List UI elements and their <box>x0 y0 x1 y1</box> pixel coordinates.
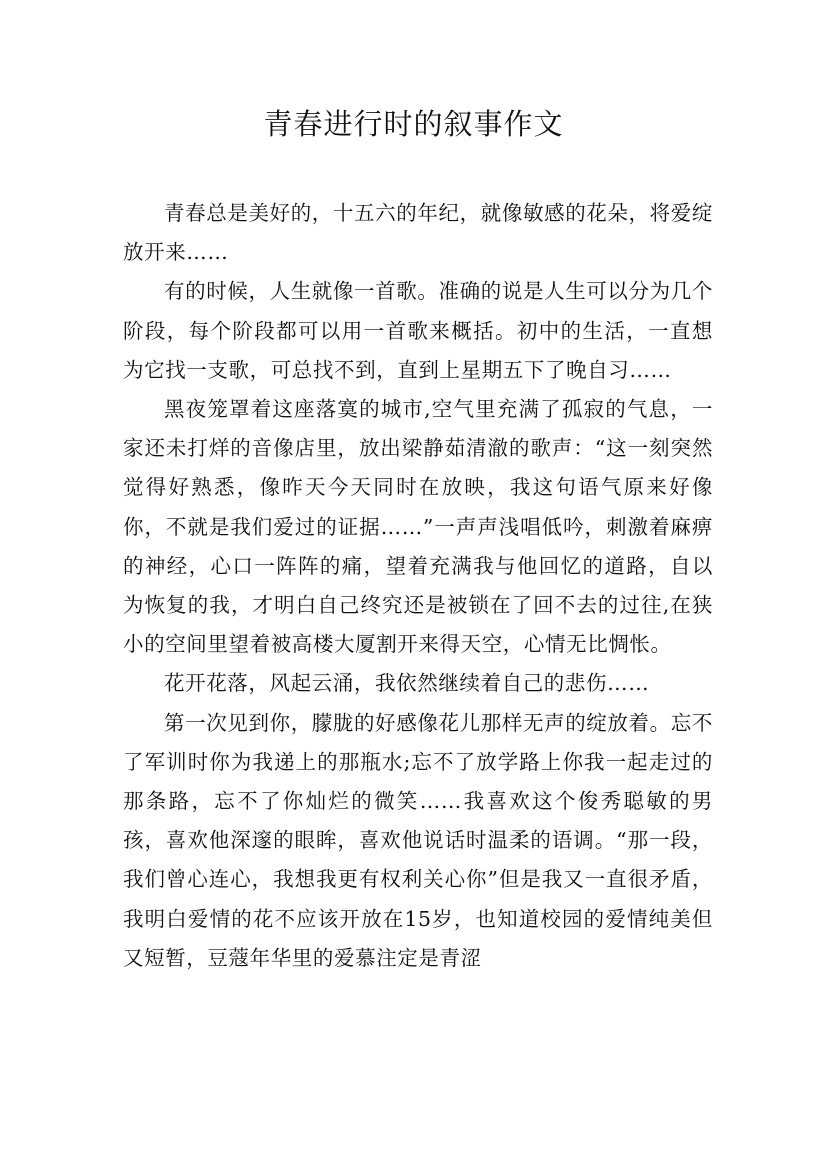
paragraph: 有的时候，人生就像一首歌。准确的说是人生可以分为几个阶段，每个阶段都可以用一首歌来概括。初中的生活，一直想为它找一支歌，可总找不到，直到上星期五下了晚自习…… <box>123 279 713 382</box>
paragraph: 青春总是美好的，十五六的年纪，就像敏感的花朵，将爱绽放开来…… <box>123 201 713 265</box>
paragraph: 花开花落，风起云涌，我依然继续着自己的悲伤…… <box>164 671 650 696</box>
document-body <box>123 194 713 978</box>
paragraph: 第一次见到你，朦胧的好感像花儿那样无声的绽放着。忘不了军训时你为我递上的那瓶水;忘不了放学路上你我一起走过的那条路，忘不了你灿烂的微笑……我喜欢这个俊秀聪敏的男孩，喜欢他深邃的眼眸，喜欢他说话时温柔的语调。“那一段，我们曾心连心，我想我更有权利关心你”但是我又一直很矛盾，我明白爱情的花不应该开放在15岁，也知道校园的爱情纯美但又短暂，豆蔻年华里的爱慕注定是青涩 <box>123 710 713 970</box>
paragraph: 黑夜笼罩着这座落寞的城市,空气里充满了孤寂的气息，一家还未打烊的音像店里，放出梁静茹清澈的歌声：“这一刻突然觉得好熟悉，像昨天今天同时在放映，我这句语气原来好像你，不就是我们爱过的证据……”一声声浅唱低吟，刺激着麻痹的神经，心口一阵阵的痛，望着充满我与他回忆的道路，自以为恢复的我，才明白自己终究还是被锁在了回不去的过往,在狭小的空间里望着被高楼大厦割开来得天空，心情无比惆怅。 <box>123 397 713 657</box>
document-title: 青春进行时的叙事作文 <box>263 107 564 141</box>
